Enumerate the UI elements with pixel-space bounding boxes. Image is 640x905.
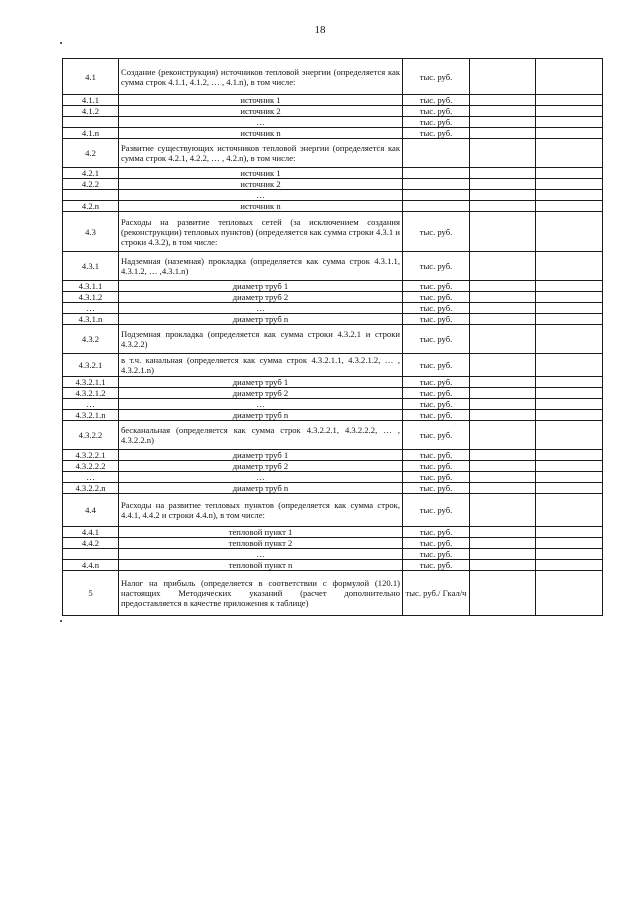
row-number: … [63,472,119,483]
value-cell [536,549,603,560]
value-cell [536,388,603,399]
value-cell [470,421,536,450]
row-description: диаметр труб n [119,314,403,325]
value-cell [470,494,536,527]
row-description: … [119,399,403,410]
row-number [63,549,119,560]
row-unit: тыс. руб. [403,314,470,325]
row-unit: тыс. руб. [403,560,470,571]
row-number: 4.3.2.1.1 [63,377,119,388]
row-description: диаметр труб 1 [119,450,403,461]
row-description: источник 2 [119,106,403,117]
table-row [63,252,603,281]
value-cell [536,325,603,354]
row-number: … [63,303,119,314]
table-row [63,212,603,252]
value-cell [470,388,536,399]
table-row [63,388,603,399]
row-number: 4.2.2 [63,179,119,190]
value-cell [536,128,603,139]
row-number: 4.4.1 [63,527,119,538]
row-description: источник 1 [119,95,403,106]
row-number: 4.3.2.1 [63,354,119,377]
row-description: Налог на прибыль (определяется в соответствии с формулой (120.1) настоящих Методических указаний (расчет дополнительно предоставляется в качестве приложения к таблице) [119,571,403,616]
row-number: 4.4.2 [63,538,119,549]
value-cell [470,168,536,179]
row-description: источник n [119,201,403,212]
row-unit: тыс. руб. [403,303,470,314]
row-number: 4.3.1.2 [63,292,119,303]
row-description: … [119,117,403,128]
value-cell [536,527,603,538]
row-unit: тыс. руб. [403,527,470,538]
row-number: 4.3.2.2.n [63,483,119,494]
row-description: … [119,472,403,483]
row-unit [403,179,470,190]
row-description: … [119,303,403,314]
value-cell [536,314,603,325]
row-number: 4.4 [63,494,119,527]
value-cell [536,139,603,168]
row-number: 4.1.2 [63,106,119,117]
value-cell [470,292,536,303]
row-description: … [119,549,403,560]
row-description: бесканальная (определяется как сумма строк 4.3.2.2.1, 4.3.2.2.2, … , 4.3.2.2.n) [119,421,403,450]
value-cell [470,377,536,388]
row-unit [403,168,470,179]
row-number: 4.3.2.2.2 [63,461,119,472]
row-unit: тыс. руб. [403,117,470,128]
value-cell [470,59,536,95]
row-description: диаметр труб n [119,410,403,421]
value-cell [470,212,536,252]
row-unit: тыс. руб. [403,128,470,139]
cost-table [62,58,603,616]
row-unit: тыс. руб. [403,212,470,252]
table-row [63,325,603,354]
table-row [63,461,603,472]
row-number: 4.4.n [63,560,119,571]
row-unit: тыс. руб./ Гкал/ч [403,571,470,616]
value-cell [536,179,603,190]
value-cell [536,377,603,388]
row-description: диаметр труб 2 [119,292,403,303]
scan-mark [60,42,62,44]
table-row [63,292,603,303]
row-description: в т.ч. канальная (определяется как сумма строк 4.3.2.1.1, 4.3.2.1.2, … , 4.3.2.1.n) [119,354,403,377]
row-unit: тыс. руб. [403,377,470,388]
row-description: диаметр труб 2 [119,461,403,472]
row-unit [403,201,470,212]
value-cell [470,281,536,292]
value-cell [470,472,536,483]
row-unit [403,139,470,168]
value-cell [536,168,603,179]
row-unit: тыс. руб. [403,450,470,461]
row-unit: тыс. руб. [403,421,470,450]
value-cell [470,450,536,461]
row-description: диаметр труб n [119,483,403,494]
value-cell [536,354,603,377]
value-cell [536,59,603,95]
table-row [63,399,603,410]
value-cell [536,450,603,461]
row-description: источник 1 [119,168,403,179]
value-cell [470,549,536,560]
value-cell [536,303,603,314]
value-cell [470,303,536,314]
scan-mark [60,620,62,622]
value-cell [470,106,536,117]
row-description: тепловой пункт 1 [119,527,403,538]
value-cell [470,527,536,538]
table-row [63,549,603,560]
value-cell [470,128,536,139]
value-cell [470,325,536,354]
value-cell [536,212,603,252]
table-row [63,139,603,168]
value-cell [536,117,603,128]
table-row [63,303,603,314]
value-cell [470,461,536,472]
row-description: диаметр труб 1 [119,281,403,292]
table-row [63,410,603,421]
row-unit: тыс. руб. [403,292,470,303]
row-unit: тыс. руб. [403,410,470,421]
value-cell [536,292,603,303]
row-unit: тыс. руб. [403,281,470,292]
row-number: 4.1 [63,59,119,95]
table-row [63,571,603,616]
value-cell [470,179,536,190]
value-cell [536,538,603,549]
row-number [63,117,119,128]
row-description: Развитие существующих источников тепловой энергии (определяется как сумма строк 4.2.1, 4.2.2, … , 4.2.n), в том числе: [119,139,403,168]
value-cell [536,252,603,281]
table-row [63,95,603,106]
row-number: 4.1.n [63,128,119,139]
row-unit: тыс. руб. [403,106,470,117]
row-number: 4.3.1.n [63,314,119,325]
value-cell [536,421,603,450]
table-row [63,472,603,483]
row-description: Расходы на развитие тепловых пунктов (определяется как сумма строк, 4.4.1, 4.4.2 и строки 4.4.n), в том числе: [119,494,403,527]
value-cell [536,95,603,106]
row-number: 4.3.2.2 [63,421,119,450]
row-unit: тыс. руб. [403,472,470,483]
table-row [63,190,603,201]
row-unit: тыс. руб. [403,538,470,549]
row-unit: тыс. руб. [403,59,470,95]
row-description: диаметр труб 1 [119,377,403,388]
value-cell [536,494,603,527]
table-row [63,538,603,549]
value-cell [470,139,536,168]
value-cell [470,538,536,549]
row-unit: тыс. руб. [403,461,470,472]
row-number: 4.1.1 [63,95,119,106]
value-cell [470,117,536,128]
row-number: 5 [63,571,119,616]
value-cell [536,201,603,212]
value-cell [470,314,536,325]
row-unit: тыс. руб. [403,494,470,527]
value-cell [470,399,536,410]
row-description: … [119,190,403,201]
value-cell [536,106,603,117]
row-description: Надземная (наземная) прокладка (определяется как сумма строк 4.3.1.1, 4.3.1.2, … ,4.3.1.n) [119,252,403,281]
row-description: тепловой пункт 2 [119,538,403,549]
table-row [63,59,603,95]
value-cell [536,571,603,616]
value-cell [470,201,536,212]
value-cell [470,354,536,377]
table-row [63,106,603,117]
row-number: 4.3.2.2.1 [63,450,119,461]
table-row [63,314,603,325]
value-cell [536,560,603,571]
table-row [63,421,603,450]
table-row [63,527,603,538]
row-unit: тыс. руб. [403,95,470,106]
row-description: Создание (реконструкция) источников тепловой энергии (определяется как сумма строк 4.1.1, 4.1.2, … , 4.1.n), в том числе: [119,59,403,95]
row-number: 4.2.1 [63,168,119,179]
value-cell [536,472,603,483]
value-cell [536,461,603,472]
table-row [63,560,603,571]
table-row [63,117,603,128]
table-row [63,281,603,292]
row-number: … [63,399,119,410]
row-number [63,190,119,201]
table-row [63,354,603,377]
value-cell [470,190,536,201]
table-row [63,201,603,212]
row-number: 4.3.2 [63,325,119,354]
table-row [63,168,603,179]
value-cell [536,410,603,421]
row-number: 4.3.2.1.n [63,410,119,421]
row-description: источник n [119,128,403,139]
table-row [63,450,603,461]
value-cell [470,483,536,494]
table-row [63,128,603,139]
value-cell [470,410,536,421]
row-number: 4.3.1.1 [63,281,119,292]
row-description: диаметр труб 2 [119,388,403,399]
row-unit: тыс. руб. [403,252,470,281]
row-unit [403,190,470,201]
value-cell [536,190,603,201]
row-number: 4.3.2.1.2 [63,388,119,399]
table-row [63,377,603,388]
table-row [63,179,603,190]
row-description: источник 2 [119,179,403,190]
row-description: Подземная прокладка (определяется как сумма строки 4.3.2.1 и строки 4.3.2.2) [119,325,403,354]
value-cell [470,560,536,571]
value-cell [470,252,536,281]
row-number: 4.2 [63,139,119,168]
table-body [63,59,603,616]
value-cell [536,281,603,292]
row-unit: тыс. руб. [403,354,470,377]
row-unit: тыс. руб. [403,388,470,399]
value-cell [536,399,603,410]
value-cell [470,571,536,616]
row-description: тепловой пункт n [119,560,403,571]
table-row [63,494,603,527]
row-description: Расходы на развитие тепловых сетей (за исключением создания (реконструкции) тепловых пунктов) (определяется как сумма строки 4.3.1 и строки 4.3.2), в том числе: [119,212,403,252]
row-number: 4.3 [63,212,119,252]
table-row [63,483,603,494]
value-cell [470,95,536,106]
page-number: 18 [314,24,326,36]
row-unit: тыс. руб. [403,549,470,560]
row-unit: тыс. руб. [403,483,470,494]
row-number: 4.2.n [63,201,119,212]
row-unit: тыс. руб. [403,399,470,410]
row-number: 4.3.1 [63,252,119,281]
value-cell [536,483,603,494]
row-unit: тыс. руб. [403,325,470,354]
